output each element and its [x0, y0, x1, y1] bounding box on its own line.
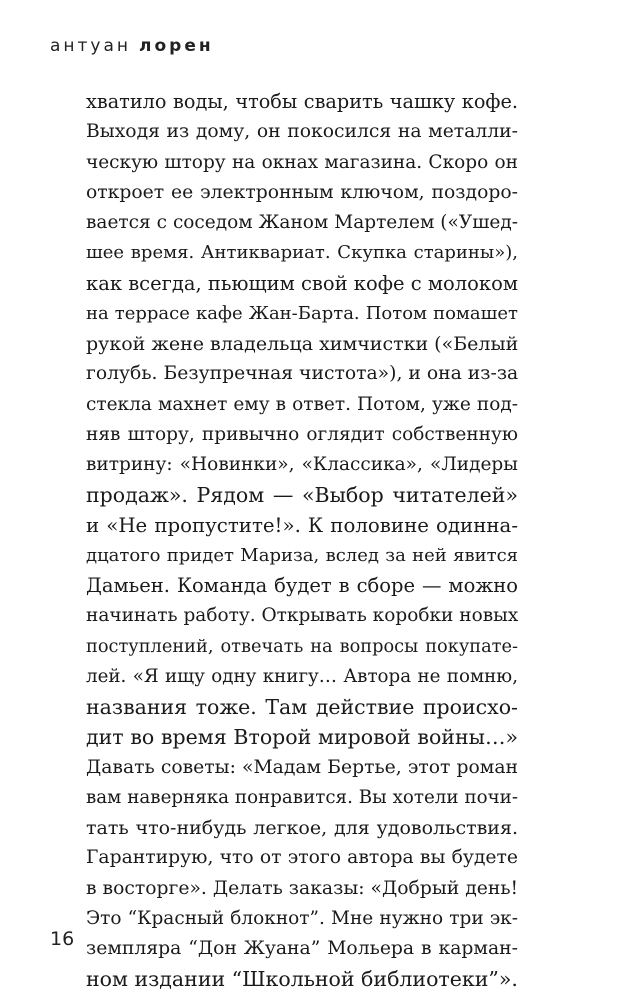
text-line: Выходя из дому, он покосился на металли- — [86, 121, 518, 143]
text-line: как всегда, пьющим свой кофе с молоком — [86, 271, 518, 295]
author-first-name: антуан — [50, 36, 132, 56]
author-last-name: лорен — [139, 36, 214, 56]
text-line: Дамьен. Команда будет в сборе — можно — [86, 574, 518, 597]
page-number: 16 — [50, 928, 75, 950]
text-line: вается с соседом Жаном Мартелем («Ушед- — [86, 212, 518, 233]
text-line: Гарантирую, что от этого автора вы будете — [86, 847, 518, 869]
text-line: стекла махнет ему в ответ. Потом, уже под- — [86, 393, 518, 415]
text-line: рукой жене владельца химчистки («Белый — [86, 333, 519, 355]
text-line: Давать советы: «Мадам Бертье, этот роман — [86, 756, 518, 778]
text-line: продаж». Рядом — «Выбор читателей» — [86, 483, 518, 508]
text-line: ном издании “Школьной библиотеки”». — [86, 967, 518, 992]
text-line: на террасе кафе Жан-Барта. Потом помашет — [86, 302, 518, 324]
text-line: дцатого придет Мариза, вслед за ней явится — [86, 544, 518, 566]
text-line: хватило воды, чтобы сварить чашку кофе. — [86, 90, 518, 113]
text-line: поступлений, отвечать на вопросы покупате- — [86, 636, 518, 657]
text-line: тать что-нибудь легкое, для удовольствия. — [86, 817, 518, 839]
text-line: голубь. Безупречная чистота»), и она из-за — [86, 363, 519, 385]
text-line: и «Не пропустите!». К половине одинна- — [86, 513, 518, 537]
text-line: земпляра “Дон Жуана” Мольера в карман- — [86, 938, 518, 959]
text-line: витрину: «Новинки», «Классика», «Лидеры — [86, 454, 518, 475]
running-head — [50, 36, 214, 56]
text-line: лей. «Я ищу одну книгу… Автора не помню, — [86, 665, 518, 687]
text-line: откроет ее электронным ключом, поздоро- — [86, 181, 518, 203]
text-line: шее время. Антиквариат. Скупка старины»), — [86, 242, 518, 264]
text-line: названия тоже. Там действие происхо- — [86, 695, 518, 719]
text-line: вам наверняка понравится. Вы хотели почи- — [86, 786, 518, 808]
text-line: Это “Красный блокнот”. Мне нужно три эк- — [86, 907, 518, 929]
text-line: в восторге». Делать заказы: «Добрый день! — [86, 877, 519, 899]
text-line: ческую штору на окнах магазина. Скоро он — [86, 151, 518, 173]
text-line: дит во время Второй мировой войны…» — [86, 725, 518, 750]
body-text — [86, 87, 518, 995]
text-line: няв штору, привычно оглядит собственную — [86, 423, 518, 445]
text-line: начинать работу. Открывать коробки новых — [86, 605, 519, 627]
